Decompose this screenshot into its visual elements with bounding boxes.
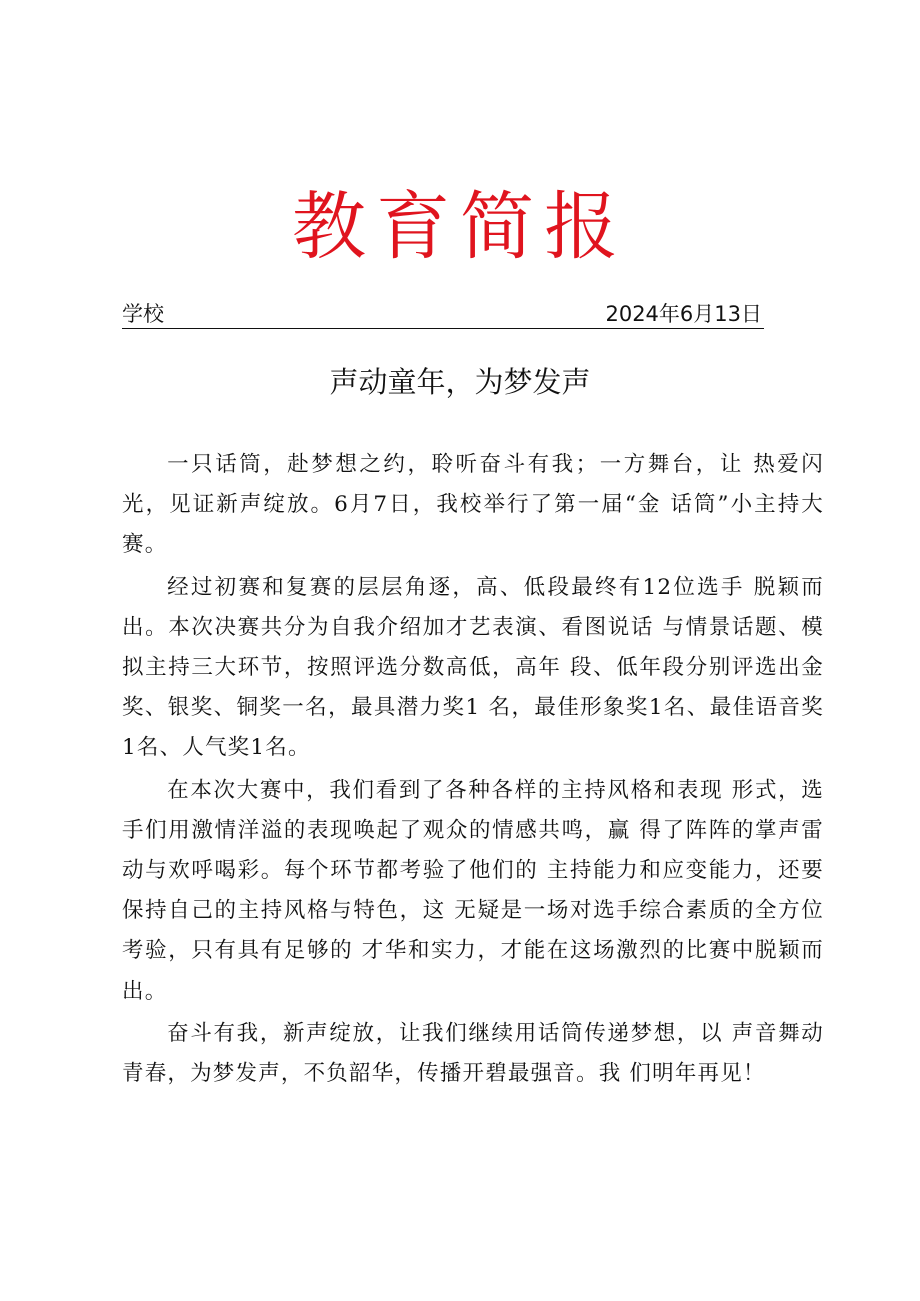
issue-date: 2024年6月13日 (605, 302, 762, 326)
article-body (122, 445, 824, 1096)
paragraph-2: 经过初赛和复赛的层层角逐，高、低段最终有12位选手 脱颖而出。本次决赛共分为自我介绍加才艺表演、看图说话 与情景话题、模拟主持三大环节，按照评选分数高低，高年 段、低年段分别评选出金奖、银奖、铜奖一名，最具潜力奖1 名，最佳形象奖1名、最佳语音奖1名、人气奖1名。 (122, 574, 824, 761)
school-label: 学校 (122, 302, 164, 326)
paragraph-1: 一只话筒，赴梦想之约，聆听奋斗有我；一方舞台，让 热爱闪光，见证新声绽放。6月7日，我校举行了第一届“金 话筒”小主持大赛。 (122, 452, 824, 558)
newsletter-masthead: 教育简报 (292, 184, 628, 270)
article-title: 声动童年，为梦发声 (329, 365, 591, 399)
header-line (122, 300, 764, 329)
paragraph-3: 在本次大赛中，我们看到了各种各样的主持风格和表现 形式，选手们用激情洋溢的表现唤起了观众的情感共鸣，赢 得了阵阵的掌声雷动与欢呼喝彩。每个环节都考验了他们的 主持能力和应变能力，还要保持自己的主持风格与特色，这 无疑是一场对选手综合素质的全方位考验，只有具有足够的 才华和实力，才能在这场激烈的比赛中脱颖而出。 (122, 777, 824, 1004)
paragraph-4: 奋斗有我，新声绽放，让我们继续用话筒传递梦想，以 声音舞动青春，为梦发声，不负韶华，传播开碧最强音。我 们明年再见！ (122, 1020, 824, 1087)
